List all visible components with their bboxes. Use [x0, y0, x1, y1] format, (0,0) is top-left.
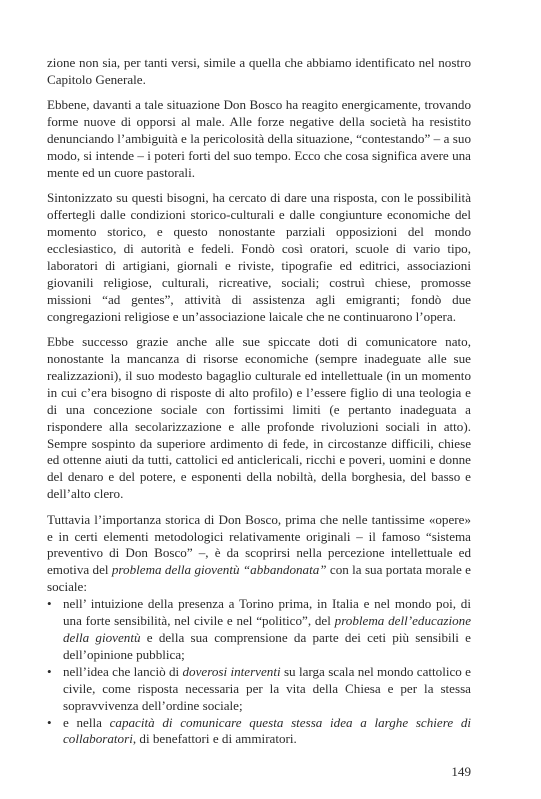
bullet-3-tail: , di benefattori e di ammiratori. [132, 731, 297, 747]
bullet-3-text: e nella [63, 714, 110, 730]
bullet-item-1 [47, 596, 471, 664]
bullet-1-emphasis: problema dell’educazione della gioventù [63, 613, 472, 645]
bullet-list [47, 596, 471, 748]
page-number: 149 [451, 764, 471, 779]
bullet-1-text: nell’ intuizione della presenza a Torino prima, in Italia e nel mondo poi, di una forte sensibilità, nel civile e nel “politico”, del [63, 596, 471, 629]
paragraph-4: Ebbe successo grazie anche alle sue spiccate doti di comunicatore nato, nonostante la mancanza di risorse economiche (sempre inadeguate alle sue realizzazioni), il suo modesto bagaglio culturale ed intellettuale (in un momento in cui c’era bisogno di risposte di alto profilo) e l’essere figlio di una teologia e di una concezione sociale con fortissimi limiti (e pertanto inadeguata a rispondere alla secolarizzazione e alle profonde rivoluzioni sociali in atto). Sempre sospinto da superiore ardimento di fede, in circostanze difficili, chiese ed ottenne aiuti da tutti, cattolici ed anticlericali, ricchi e poveri, uomini e donne del denaro e del potere, e esponenti della nobiltà, della borghesia, del basso e dell’alto clero. [47, 334, 471, 502]
page-body [47, 55, 471, 748]
bullet-item-2 [47, 664, 471, 715]
paragraph-3: Sintonizzato su questi bisogni, ha cercato di dare una risposta, con le possibilità offertegli dalle condizioni storico-culturali e dalle congiunture economiche del momento storico, e questo nonostante parziali opposizioni del mondo ecclesiastico, di autorità e fedeli. Fondò così oratori, scuole di vario tipo, laboratori di artigiani, giornali e riviste, tipografie ed editrici, associazioni giovanili religiose, culturali, ricreative, sociali; costruì chiese, promosse missioni “ad gentes”, attività di assistenza agli emigranti; fondò due congregazioni religiose e un’associazione laicale che ne continuarono l’opera. [47, 190, 471, 324]
paragraph-5-tail: con la sua portata morale e sociale: [47, 562, 471, 595]
bullet-item-3 [47, 715, 471, 749]
paragraph-5 [47, 512, 471, 597]
bullet-2-emphasis: doverosi interventi [182, 663, 281, 679]
bullet-1-tail: e della sua comprensione da parte dei ceti più sensibili e dell’opinione pubblica; [63, 630, 471, 662]
paragraph-2: Ebbene, davanti a tale situazione Don Bosco ha reagito energicamente, trovando forme nuove di opporsi al male. Alle forze negative della società ha resistito denunciando l’ambiguità e la pericolosità della situazione, “contestando” – a suo modo, si intende – i poteri forti del suo tempo. Ecco che cosa significa avere una mente ed un cuore pastorali. [47, 97, 471, 180]
bullet-2-tail: su larga scala nel mondo cattolico e civile, come risposta necessaria per la vita della Chiesa e per la stessa sopravvivenza dell’ordine sociale; [63, 663, 471, 713]
paragraph-1: zione non sia, per tanti versi, simile a quella che abbiamo identificato nel nostro Capitolo Generale. [47, 55, 471, 87]
paragraph-5-text: Tuttavia l’importanza storica di Don Bosco, prima che nelle tantissime «opere» e in certi elementi metodologici relativamente originali – il famoso “sistema preventivo di Don Bosco” –, è da scoprirsi nella percezione intellettuale ed emotiva del [47, 511, 471, 578]
paragraph-5-emphasis: problema della gioventù “abbandonata” [111, 562, 327, 578]
bullet-2-text: nell’idea che lanciò di [63, 663, 183, 679]
bullet-3-emphasis: capacità di comunicare questa stessa idea a larghe schiere di collaboratori [63, 714, 472, 747]
